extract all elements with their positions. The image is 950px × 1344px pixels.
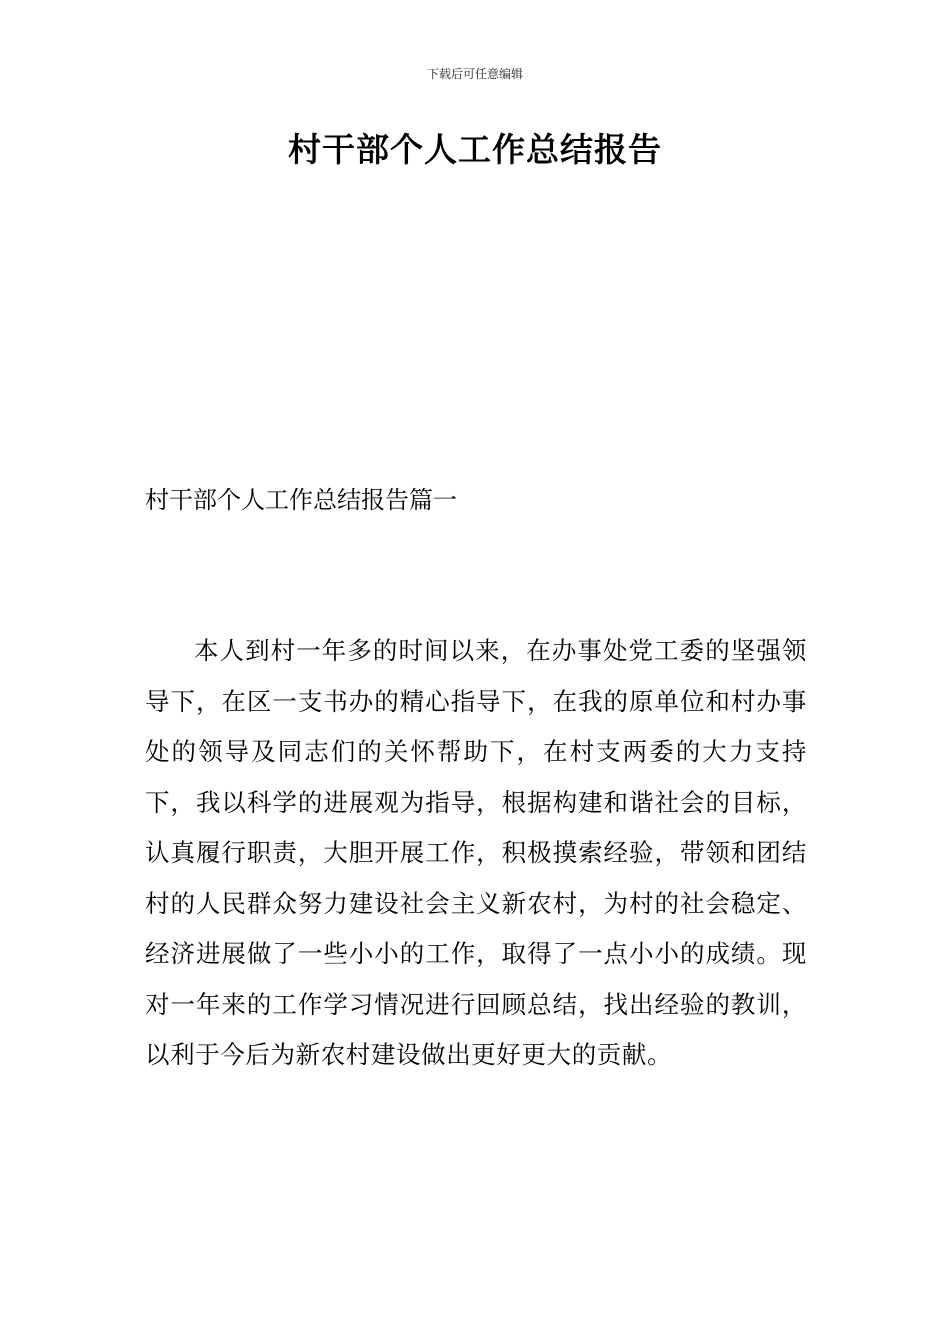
- section-heading: 村干部个人工作总结报告篇一: [145, 486, 457, 514]
- download-edit-note: 下载后可任意编辑: [426, 67, 523, 81]
- body-paragraph: 本人到村一年多的时间以来，在办事处党工委的坚强领导下，在区一支书办的精心指导下，在我的原单位和村办事处的领导及同志们的关怀帮助下，在村支两委的大力支持下，我以科学的进展观为指导，根据构建和谐社会的目标，认真履行职责，大胆开展工作，积极摸索经验，带领和团结村的人民群众努力建设社会主义新农村，为村的社会稳定、经济进展做了一些小小的工作，取得了一点小小的成绩。现对一年来的工作学习情况进行回顾总结，找出经验的教训，以利于今后为新农村建设做出更好更大的贡献。: [145, 636, 807, 1069]
- document-title: 村干部个人工作总结报告: [288, 130, 662, 169]
